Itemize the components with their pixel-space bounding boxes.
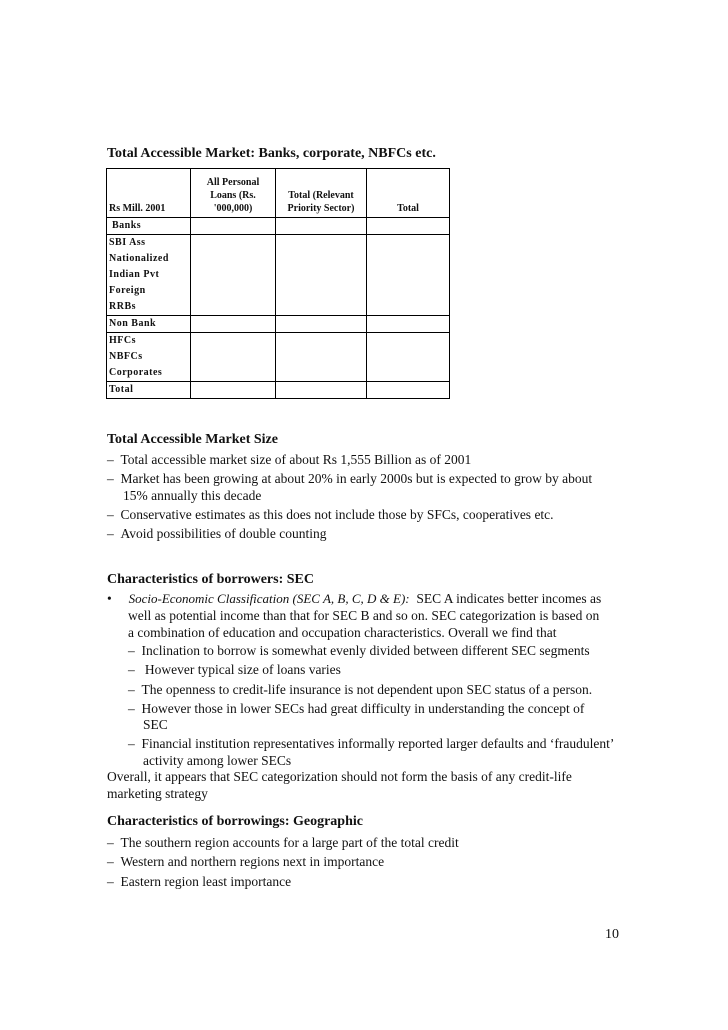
table-row xyxy=(107,251,450,267)
table-row xyxy=(107,365,450,382)
table-row xyxy=(107,235,450,252)
sec-sub-bullet: – Inclination to borrow is somewhat evenly divided between different SEC segments xyxy=(128,643,590,658)
market-size-bullet: – Avoid possibilities of double counting xyxy=(107,526,327,541)
row-label: RRBs xyxy=(107,299,191,316)
table-row xyxy=(107,316,450,333)
sec-sub-bullet-cont: SEC xyxy=(143,717,168,732)
sec-intro-line: well as potential income than that for SEC B and so on. SEC categorization is based on xyxy=(128,608,600,623)
market-size-bullet-cont: 15% annually this decade xyxy=(123,488,262,503)
sec-sub-bullet: – The openness to credit-life insurance is not dependent upon SEC status of a person. xyxy=(128,682,593,697)
row-label: HFCs xyxy=(107,333,191,350)
table-section-title: Total Accessible Market: Banks, corporate, NBFCs etc. xyxy=(107,146,436,161)
geographic-title: Characteristics of borrowings: Geographic xyxy=(107,814,363,829)
sec-characteristics-title: Characteristics of borrowers: SEC xyxy=(107,572,314,587)
geographic-bullet: – The southern region accounts for a large part of the total credit xyxy=(107,835,459,850)
sec-sub-bullet-cont: activity among lower SECs xyxy=(143,753,292,768)
row-label: Banks xyxy=(107,218,191,235)
row-label: NBFCs xyxy=(107,349,191,365)
table-row xyxy=(107,267,450,283)
header-priority-sector: Total (Relevant Priority Sector) xyxy=(276,169,367,218)
sec-sub-bullet: – However typical size of loans varies xyxy=(128,662,341,677)
table-row xyxy=(107,283,450,299)
header-rs-mill: Rs Mill. 2001 xyxy=(107,169,191,218)
row-label: Foreign xyxy=(107,283,191,299)
page-number: 10 xyxy=(605,927,619,942)
row-label: Corporates xyxy=(107,365,191,382)
row-label: SBI Ass xyxy=(107,235,191,252)
market-size-bullet: – Market has been growing at about 20% in early 2000s but is expected to grow by about xyxy=(107,471,593,486)
market-size-bullet: – Total accessible market size of about Rs 1,555 Billion as of 2001 xyxy=(107,452,472,467)
geographic-bullet: – Western and northern regions next in importance xyxy=(107,854,385,869)
sec-conclusion: marketing strategy xyxy=(107,786,208,801)
table-row xyxy=(107,218,450,235)
sec-sub-bullet: – However those in lower SECs had great difficulty in understanding the concept of xyxy=(128,701,585,716)
row-label: Total xyxy=(107,382,191,399)
table-row xyxy=(107,333,450,350)
row-label: Nationalized xyxy=(107,251,191,267)
table-row xyxy=(107,299,450,316)
sec-conclusion: Overall, it appears that SEC categorization should not form the basis of any credit-life xyxy=(107,769,572,784)
accessible-market-table xyxy=(106,168,450,399)
market-size-title: Total Accessible Market Size xyxy=(107,432,278,447)
row-label: Indian Pvt xyxy=(107,267,191,283)
market-size-bullet: – Conservative estimates as this does not include those by SFCs, cooperatives etc. xyxy=(107,507,554,522)
sec-intro: • Socio-Economic Classification (SEC A, B, C, D & E): SEC A indicates better incomes as xyxy=(107,591,602,606)
table-row-total xyxy=(107,382,450,399)
table-row xyxy=(107,349,450,365)
table-header-row xyxy=(107,169,450,218)
sec-sub-bullet: – Financial institution representatives informally reported larger defaults and ‘fraudulent’ xyxy=(128,736,615,751)
sec-intro-line: a combination of education and occupation characteristics. Overall we find that xyxy=(128,625,557,640)
geographic-bullet: – Eastern region least importance xyxy=(107,874,292,889)
row-label: Non Bank xyxy=(107,316,191,333)
header-personal-loans: All Personal Loans (Rs. '000,000) xyxy=(191,169,276,218)
header-total: Total xyxy=(367,169,450,218)
